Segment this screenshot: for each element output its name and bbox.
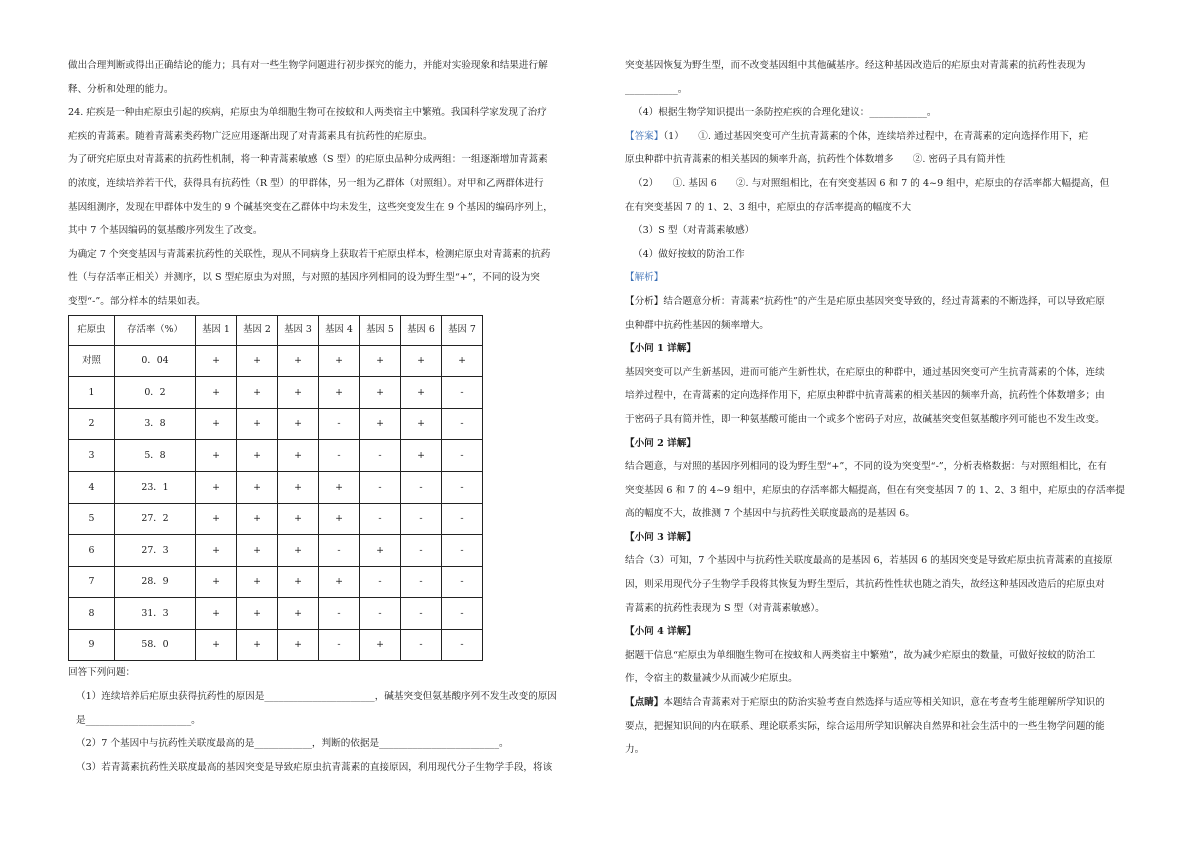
question-line: （3）若青蒿素抗药性关联度最高的基因突变是导致疟原虫抗青蒿素的直接原因，利用现代分子生物学手段，将该 — [76, 761, 553, 773]
text-line: 为确定 7 个突变基因与青蒿素抗药性的关联性，现从不同病身上获取若干疟原虫样本，检测疟原虫对青蒿素的抗药 — [68, 248, 551, 260]
text-line: 变型“-”。部分样本的结果如表。 — [68, 295, 206, 307]
text-line: 为了研究疟原虫对青蒿素的抗药性机制，将一种青蒿素敏感（S 型）的疟原虫品种分成两组：一组逐渐增加青蒿素 — [68, 154, 548, 166]
table-cell: + — [237, 471, 278, 503]
answer-line: 虫种群中抗药性基因的频率增大。 — [625, 319, 769, 331]
table-cell: + — [237, 345, 278, 377]
table-cell: + — [401, 345, 442, 377]
answer-line: 作，令宿主的数量减少从而减少疟原虫。 — [625, 673, 798, 685]
table-cell: + — [360, 345, 401, 377]
table-cell: 0．2 — [115, 377, 196, 409]
table-cell: + — [360, 408, 401, 440]
table-cell: + — [360, 377, 401, 409]
table-cell: - — [401, 566, 442, 598]
answer-line: 青蒿素的抗药性表现为 S 型（对青蒿素敏感）。 — [625, 602, 825, 614]
table-cell: 5．8 — [115, 440, 196, 472]
table-cell: + — [278, 566, 319, 598]
table-cell: - — [442, 629, 483, 661]
table-header-cell: 存活率（%） — [115, 315, 196, 345]
table-cell: - — [401, 471, 442, 503]
table-cell: + — [196, 440, 237, 472]
table-cell: 58．0 — [115, 629, 196, 661]
table-cell: - — [442, 598, 483, 630]
table-cell: + — [196, 377, 237, 409]
table-cell: + — [196, 535, 237, 567]
answer-line: 【小问 4 详解】 — [625, 626, 696, 638]
results-table — [68, 315, 483, 662]
table-header-cell: 基因 5 — [360, 315, 401, 345]
table-cell: 5 — [69, 503, 115, 535]
table-cell: + — [196, 471, 237, 503]
table-cell: - — [401, 629, 442, 661]
table-cell: + — [360, 629, 401, 661]
table-cell: 2 — [69, 408, 115, 440]
table-cell: + — [278, 503, 319, 535]
table-cell: 6 — [69, 535, 115, 567]
answer-line: 【小问 1 详解】 — [625, 343, 696, 355]
table-cell: + — [278, 345, 319, 377]
table-cell: - — [319, 408, 360, 440]
table-cell: + — [237, 598, 278, 630]
question-line: （1）连续培养后疟原虫获得抗药性的原因是_______________________，碱基突变但氨基酸序列不发生改变的原因 — [76, 691, 557, 703]
table-row — [69, 345, 483, 377]
table-cell: + — [360, 535, 401, 567]
table-cell: + — [401, 408, 442, 440]
table-cell: + — [237, 440, 278, 472]
answer-line: 突变基因恢复为野生型，而不改变基因组中其他碱基序。经这种基因改造后的疟原虫对青蒿素的抗药性表现为 — [625, 60, 1086, 71]
table-cell: 23．1 — [115, 471, 196, 503]
table-cell: 9 — [69, 629, 115, 661]
table-cell: + — [237, 629, 278, 661]
section-text: 本题结合青蒿素对于疟原虫的防治实验考查自然选择与适应等相关知识，意在考查考生能理解所学知识的 — [663, 697, 1105, 709]
table-cell: + — [278, 377, 319, 409]
answer-line: 于密码子具有简并性，即一种氨基酸可能由一个或多个密码子对应，故碱基突变但氨基酸序列可能也不发生改变。 — [625, 413, 1105, 425]
table-cell: + — [278, 629, 319, 661]
table-cell: - — [442, 503, 483, 535]
table-cell: - — [401, 598, 442, 630]
table-cell: + — [278, 535, 319, 567]
answer-line: 突变基因 6 和 7 的 4~9 组中，疟原虫的存活率都大幅提高，但在有突变基因 7 的 1、2、3 组中，疟原虫的存活率提 — [625, 484, 1125, 496]
text-line: 做出合理判断或得出正确结论的能力；具有对一些生物学问题进行初步探究的能力，并能对实验现象和结果进行解 — [68, 60, 548, 71]
table-cell: 31．3 — [115, 598, 196, 630]
table-cell: + — [237, 535, 278, 567]
table-cell: - — [360, 503, 401, 535]
text-line: 的浓度，连续培养若干代，获得具有抗药性（R 型）的甲群体，另一组为乙群体（对照组）。对甲和乙两群体进行 — [68, 177, 544, 189]
table-cell: - — [442, 471, 483, 503]
table-cell: + — [319, 345, 360, 377]
answer-line — [625, 691, 1165, 715]
table-cell: + — [196, 566, 237, 598]
answer-line: 原虫种群中抗青蒿素的相关基因的频率升高，抗药性个体数增多 ②. 密码子具有简并性 — [625, 154, 1006, 166]
answer-line: 【小问 2 详解】 — [625, 437, 696, 449]
table-row — [69, 440, 483, 472]
table-cell: + — [319, 566, 360, 598]
table-cell: - — [401, 503, 442, 535]
table-header-row — [69, 315, 483, 345]
text-line: 基因组测序，发现在甲群体中发生的 9 个碱基突变在乙群体中均未发生，这些突变发生在 9 个基因的编码序列上， — [68, 201, 553, 213]
question-list — [68, 661, 608, 779]
answer-column — [625, 54, 1165, 762]
answer-line: 据题干信息“疟原虫为单细胞生物可在按蚊和人两类宿主中繁殖”，故为减少疟原虫的数量，可做好按蚊的防治工 — [625, 649, 1096, 661]
table-cell: + — [237, 503, 278, 535]
table-cell: 7 — [69, 566, 115, 598]
table-cell: 对照 — [69, 345, 115, 377]
table-cell: - — [442, 566, 483, 598]
table-cell: + — [196, 345, 237, 377]
table-header-cell: 基因 2 — [237, 315, 278, 345]
table-cell: - — [360, 598, 401, 630]
table-cell: 4 — [69, 471, 115, 503]
table-cell: + — [196, 408, 237, 440]
table-cell: + — [196, 598, 237, 630]
table-cell: 8 — [69, 598, 115, 630]
section-tag: 【答案】 — [625, 130, 664, 142]
table-row — [69, 629, 483, 661]
table-cell: + — [401, 440, 442, 472]
table-cell: + — [319, 503, 360, 535]
answer-line: 要点，把握知识间的内在联系、理论联系实际，综合运用所学知识解决自然界和社会生活中的一些生物学问题的能 — [625, 720, 1105, 732]
answer-line: 因，则采用现代分子生物学手段将其恢复为野生型后，其抗药性性状也随之消失，故经这种基因改造后的疟原虫对 — [625, 579, 1105, 591]
table-header-cell: 基因 7 — [442, 315, 483, 345]
text-line: 其中 7 个基因编码的氨基酸序列发生了改变。 — [68, 225, 263, 237]
table-cell: - — [360, 471, 401, 503]
table-cell: + — [237, 566, 278, 598]
answer-line: （2） ①. 基因 6 ②. 与对照组相比，在有突变基因 6 和 7 的 4~9 组中，疟原虫的存活率都大幅提高，但 — [633, 177, 1110, 189]
table-cell: + — [278, 598, 319, 630]
table-row — [69, 377, 483, 409]
answer-line: （4）做好按蚊的防治工作 — [633, 248, 745, 260]
table-cell: + — [442, 345, 483, 377]
table-cell: + — [401, 377, 442, 409]
table-cell: + — [237, 408, 278, 440]
table-header-cell: 基因 1 — [196, 315, 237, 345]
answer-line: 【解析】 — [625, 272, 664, 284]
table-cell: 1 — [69, 377, 115, 409]
table-cell: + — [319, 377, 360, 409]
table-cell: 27．2 — [115, 503, 196, 535]
question-line: 是______________________。 — [76, 714, 201, 726]
table-cell: - — [360, 566, 401, 598]
table-row — [69, 471, 483, 503]
table-cell: + — [278, 408, 319, 440]
table-cell: 3．8 — [115, 408, 196, 440]
answer-line: 基因突变可以产生新基因，进而可能产生新性状，在疟原虫的种群中，通过基因突变可产生抗青蒿素的个体，连续 — [625, 366, 1105, 378]
table-cell: - — [442, 408, 483, 440]
table-cell: - — [442, 377, 483, 409]
answer-line — [625, 125, 1165, 149]
table-row — [69, 566, 483, 598]
table-cell: + — [237, 377, 278, 409]
table-cell: + — [278, 471, 319, 503]
text-line: 疟疾的青蒿素。随着青蒿素类药物广泛应用逐渐出现了对青蒿素具有抗药性的疟原虫。 — [68, 130, 433, 142]
answer-line: 结合题意，与对照的基因序列相同的设为野生型“+”，不同的设为突变型“-”，分析表格数据：与对照组相比，在有 — [625, 461, 1107, 473]
table-header-cell: 基因 4 — [319, 315, 360, 345]
table-row — [69, 598, 483, 630]
answer-line: 培养过程中，在青蒿素的定向选择作用下，疟原虫种群中抗青蒿素的相关基因的频率升高，抗药性个体数增多；由 — [625, 390, 1105, 402]
table-cell: - — [319, 535, 360, 567]
table-cell: - — [319, 440, 360, 472]
table-header-cell: 基因 6 — [401, 315, 442, 345]
table-cell: + — [319, 471, 360, 503]
table-cell: - — [442, 535, 483, 567]
table-cell: + — [196, 629, 237, 661]
text-line: 24. 疟疾是一种由疟原虫引起的疾病，疟原虫为单细胞生物可在按蚊和人两类宿主中繁殖。我国科学家发现了治疗 — [68, 107, 547, 119]
answer-line: 【小问 3 详解】 — [625, 531, 696, 543]
answer-line: 力。 — [625, 744, 645, 756]
answer-line: 【分析】结合题意分析：青蒿素“抗药性”的产生是疟原虫基因突变导致的，经过青蒿素的不断选择，可以导致疟原 — [625, 295, 1105, 307]
table-cell: 0．04 — [115, 345, 196, 377]
table-cell: 28．9 — [115, 566, 196, 598]
table-cell: - — [319, 598, 360, 630]
table-header-cell: 疟原虫 — [69, 315, 115, 345]
table-cell: + — [278, 440, 319, 472]
text-line: 性（与存活率正相关）并测序，以 S 型疟原虫为对照，与对照的基因序列相同的设为野生型“+”，不同的设为突 — [68, 272, 540, 284]
answer-line: ___________。 — [625, 83, 688, 95]
table-row — [69, 503, 483, 535]
table-cell: 3 — [69, 440, 115, 472]
answer-line: （3）S 型（对青蒿素敏感） — [633, 225, 755, 237]
table-cell: + — [196, 503, 237, 535]
table-cell: - — [442, 440, 483, 472]
answer-line: 高的幅度不大，故推测 7 个基因中与抗药性关联度最高的是基因 6。 — [625, 508, 915, 520]
answer-line: 结合（3）可知，7 个基因中与抗药性关联度最高的是基因 6，若基因 6 的基因突变是导致疟原虫抗青蒿素的直接原 — [625, 555, 1113, 567]
table-cell: - — [360, 440, 401, 472]
table-header-cell: 基因 3 — [278, 315, 319, 345]
answer-line: 在有突变基因 7 的 1、2、3 组中，疟原虫的存活率提高的幅度不大 — [625, 201, 912, 213]
table-row — [69, 408, 483, 440]
table-cell: 27．3 — [115, 535, 196, 567]
table-cell: - — [401, 535, 442, 567]
text-line: 释、分析和处理的能力。 — [68, 83, 174, 95]
table-row — [69, 535, 483, 567]
question-intro — [68, 54, 608, 314]
table-cell: - — [319, 629, 360, 661]
section-tag: 【点睛】 — [625, 697, 664, 709]
left-column — [68, 54, 608, 779]
question-line: 回答下列问题： — [68, 667, 136, 679]
answer-line: （4）根据生物学知识提出一条防控疟疾的合理化建议：____________。 — [633, 107, 937, 119]
section-text: （1） ①. 通过基因突变可产生抗青蒿素的个体，连续培养过程中，在青蒿素的定向选择作用下，疟 — [663, 130, 1089, 142]
question-line: （2）7 个基因中与抗药性关联度最高的是____________，判断的依据是_________________________。 — [76, 738, 509, 750]
